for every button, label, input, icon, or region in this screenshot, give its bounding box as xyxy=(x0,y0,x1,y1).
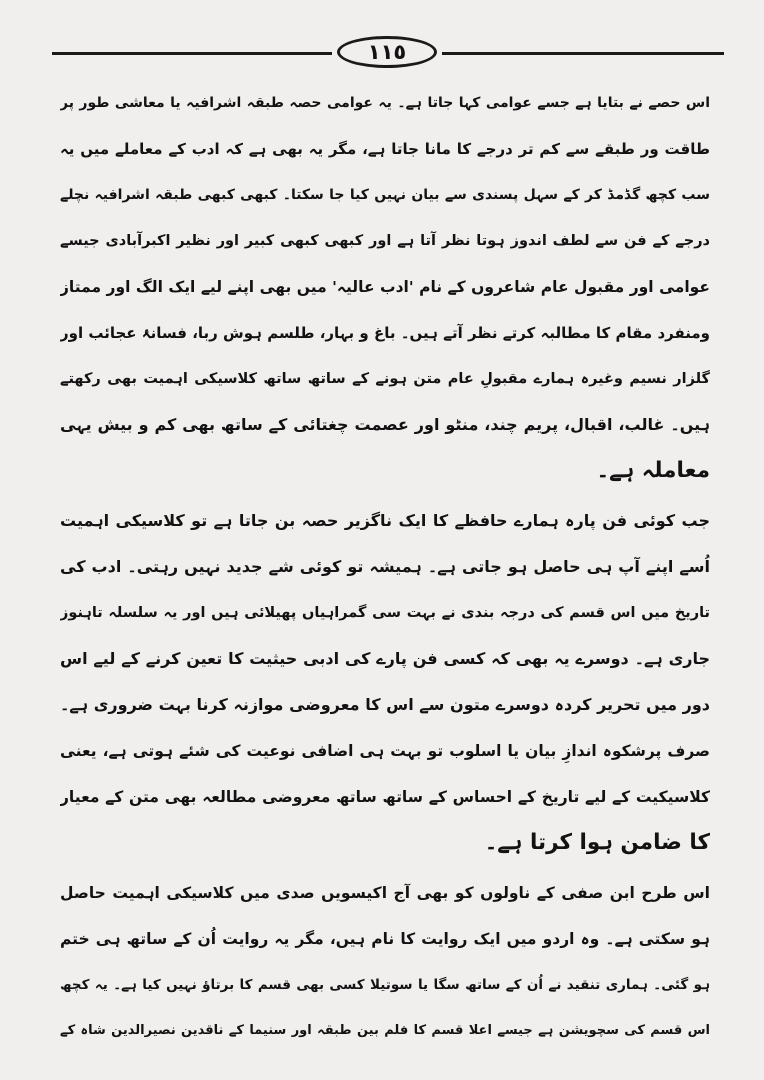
text-line: دور میں تحریر کردہ دوسرے متون سے اس کا معروضی موازنہ کرنا بہت ضروری ہے۔ xyxy=(60,695,710,714)
header-rule-right xyxy=(442,52,724,55)
header-rule-left xyxy=(52,52,332,55)
text-line: عوامی اور مقبول عام شاعروں کے نام 'ادب عالیہ' میں بھی اپنے لیے ایک الگ اور ممتاز xyxy=(60,278,710,296)
text-line: معاملہ ہے۔ xyxy=(596,458,710,483)
text-line: اس حصے نے بتایا ہے جسے عوامی کہا جاتا ہے۔ یہ عوامی حصہ طبقہ اشرافیہ یا معاشی طور پر xyxy=(60,95,710,111)
text-line: طاقت ور طبقے سے کم تر درجے کا مانا جاتا ہے، مگر یہ بھی ہے کہ ادب کے معاملے میں یہ xyxy=(60,140,710,158)
text-line: جاری ہے۔ دوسرے یہ بھی کہ کسی فن پارے کی ادبی حیثیت کا تعین کرنے کے لیے اس xyxy=(60,649,710,668)
text-line: ہیں۔ غالب، اقبال، پریم چند، منٹو اور عصمت چغتائی کے ساتھ بھی کم و بیش یہی xyxy=(60,415,710,434)
paragraph xyxy=(60,870,710,1054)
text-line: درجے کے فن سے لطف اندوز ہوتا نظر آتا ہے اور کبھی کبھی کبیر اور نظیر اکبرآبادی جیسے xyxy=(60,233,710,249)
paragraph xyxy=(60,498,710,866)
text-line: اس قسم کی سچویشن ہے جیسے اعلا قسم کا فلم بین طبقہ اور سنیما کے ناقدین نصیرالدین شاہ کے xyxy=(60,1023,710,1038)
text-line: اُسے اپنے آپ ہی حاصل ہو جاتی ہے۔ ہمیشہ تو کوئی شے جدید نہیں رہتی۔ ادب کی xyxy=(60,557,710,576)
text-line: صرف پرشکوہ اندازِ بیان یا اسلوب تو بہت ہی اضافی نوعیت کی شئے ہوتی ہے، یعنی xyxy=(60,742,710,760)
text-line: کا ضامن ہوا کرتا ہے۔ xyxy=(484,830,710,855)
text-line: گلزار نسیم وغیرہ ہمارے مقبولِ عام متن ہونے کے ساتھ ساتھ کلاسیکی اہمیت بھی رکھتے xyxy=(60,371,710,387)
text-line: ہو گئی۔ ہماری تنقید نے اُن کے ساتھ سگا یا سوتیلا کسی بھی قسم کا برتاؤ نہیں کیا ہے۔ یہ کچھ xyxy=(60,977,710,993)
text-line: جب کوئی فن پارہ ہمارے حافظے کا ایک ناگزیر حصہ بن جاتا ہے تو کلاسیکی اہمیت xyxy=(60,511,710,530)
body-text xyxy=(60,80,710,1054)
text-line: سب کچھ گڈمڈ کر کے سہل پسندی سے بیان نہیں کیا جا سکتا۔ کبھی کبھی طبقہ اشرافیہ نچلے xyxy=(60,187,710,203)
text-line: ومنفرد مقام کا مطالبہ کرتے نظر آتے ہیں۔ باغ و بہار، طلسم ہوش ربا، فسانۂ عجائب اور xyxy=(60,324,710,342)
paragraph xyxy=(60,80,710,494)
page-number: ١١٥ xyxy=(337,36,437,68)
text-line: ہو سکتی ہے۔ وہ اردو میں ایک روایت کا نام ہیں، مگر یہ روایت اُن کے ساتھ ہی ختم xyxy=(60,930,710,948)
page-header xyxy=(52,32,724,72)
text-line: اس طرح ابن صفی کے ناولوں کو بھی آج اکیسویں صدی میں کلاسیکی اہمیت حاصل xyxy=(60,884,710,902)
text-line: تاریخ میں اس قسم کی درجہ بندی نے بہت سی گمراہیاں پھیلائی ہیں اور یہ سلسلہ تاہنوز xyxy=(60,605,710,621)
text-line: کلاسیکیت کے لیے تاریخ کے احساس کے ساتھ ساتھ معروضی مطالعہ بھی متن کے معیار xyxy=(60,788,710,806)
